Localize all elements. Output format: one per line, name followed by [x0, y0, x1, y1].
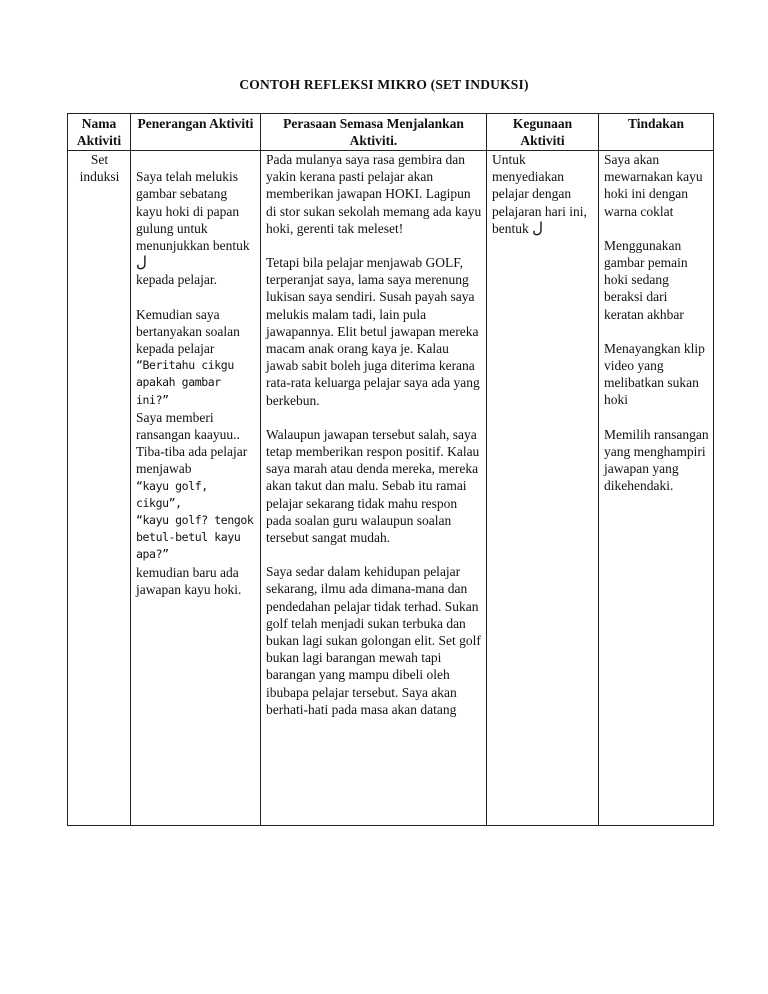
- cell-penerangan: [131, 151, 261, 826]
- perasaan-paragraph-1: Pada mulanya saya rasa gembira dan yakin kerana pasti pelajar akan memberikan jawapan HOKI. Lagipun di stor sukan sekolah memang ada kayu hoki, gerenti tak meleset!: [266, 152, 482, 236]
- penerangan-text-3: Saya memberi ransangan kaayuu..: [136, 409, 240, 443]
- penerangan-paragraph-2: [136, 306, 256, 598]
- cell-kegunaan: [487, 151, 599, 826]
- penerangan-text-4: Tiba-tiba ada pelajar menjawab: [136, 444, 248, 477]
- penerangan-quote-3: “kayu golf? tengok betul-betul kayu apa?”: [136, 513, 254, 562]
- penerangan-text-1b: kepada pelajar.: [136, 272, 217, 288]
- header-tindakan: Tindakan: [599, 114, 714, 151]
- table-header-row: [68, 114, 714, 151]
- tindakan-item-3: Menayangkan klip video yang melibatkan sukan hoki: [604, 340, 705, 408]
- tindakan-item-4: Memilih ransangan yang menghampiri jawapan yang dikehendaki.: [604, 426, 709, 494]
- tindakan-item-2: Menggunakan gambar pemain hoki sedang beraksi dari keratan akhbar: [604, 237, 688, 322]
- cell-perasaan: [261, 151, 487, 826]
- penerangan-text-2: Kemudian saya bertanyakan soalan kepada pelajar: [136, 306, 240, 357]
- cell-nama-aktiviti: Set induksi: [68, 151, 131, 826]
- perasaan-paragraph-4: Saya sedar dalam kehidupan pelajar sekarang, ilmu ada dimana-mana dan pendedahan pelajar tidak terhad. Sukan golf telah menjadi sukan terbuka dan bukan lagi sukan golongan elit. Set golf bukan lagi barangan mewah tapi barangan yang mampu dibeli oleh ibubapa pelajar tersebut. Saya akan berhati-hati pada masa akan datang: [266, 564, 481, 717]
- hockey-stick-shape: ل: [136, 253, 147, 272]
- header-nama-aktiviti: Nama Aktiviti: [68, 114, 131, 151]
- penerangan-quote-1: “Beritahu cikgu apakah gambar ini?”: [136, 358, 234, 407]
- perasaan-paragraph-3: Walaupun jawapan tersebut salah, saya tetap memberikan respon positif. Kalau saya marah atau denda mereka, mereka akan takut dan malu. Sebab itu ramai pelajar sekarang tidak mahu respon pada soalan guru walaupun soalan tersebut sangat mudah.: [266, 426, 480, 546]
- reflection-table: [67, 113, 714, 826]
- cell-tindakan: [599, 151, 714, 826]
- penerangan-paragraph-1: [136, 151, 256, 289]
- penerangan-quote-2: “kayu golf, cikgu”,: [136, 478, 208, 510]
- hockey-stick-shape-2: ل: [532, 218, 544, 237]
- document-title: CONTOH REFLEKSI MIKRO (SET INDUKSI): [239, 77, 529, 92]
- header-kegunaan-aktiviti: Kegunaan Aktiviti: [487, 114, 599, 151]
- tindakan-item-1: Saya akan mewarnakan kayu hoki ini dengan warna coklat: [604, 152, 703, 219]
- table-row: [68, 151, 714, 826]
- kegunaan-text: Untuk menyediakan pelajar dengan pelajaran hari ini, bentuk: [492, 152, 587, 236]
- penerangan-text-1a: Saya telah melukis gambar sebatang kayu hoki di papan gulung untuk menunjukkan bentuk: [136, 169, 250, 254]
- header-perasaan: Perasaan Semasa Menjalankan Aktiviti.: [261, 114, 487, 151]
- penerangan-text-5: kemudian baru ada jawapan kayu hoki.: [136, 564, 242, 597]
- perasaan-paragraph-2: Tetapi bila pelajar menjawab GOLF, terperanjat saya, lama saya merenung lukisan saya sendiri. Susah payah saya melukis malam tadi, lain pula jawapannya. Elit betul jawapan mereka macam anak orang kaya je. Kalau jawab sabit boleh juga diterima kerana rata-rata keluarga pelajar saya ada yang berkebun.: [266, 255, 480, 408]
- header-penerangan-aktiviti: Penerangan Aktiviti: [131, 114, 261, 151]
